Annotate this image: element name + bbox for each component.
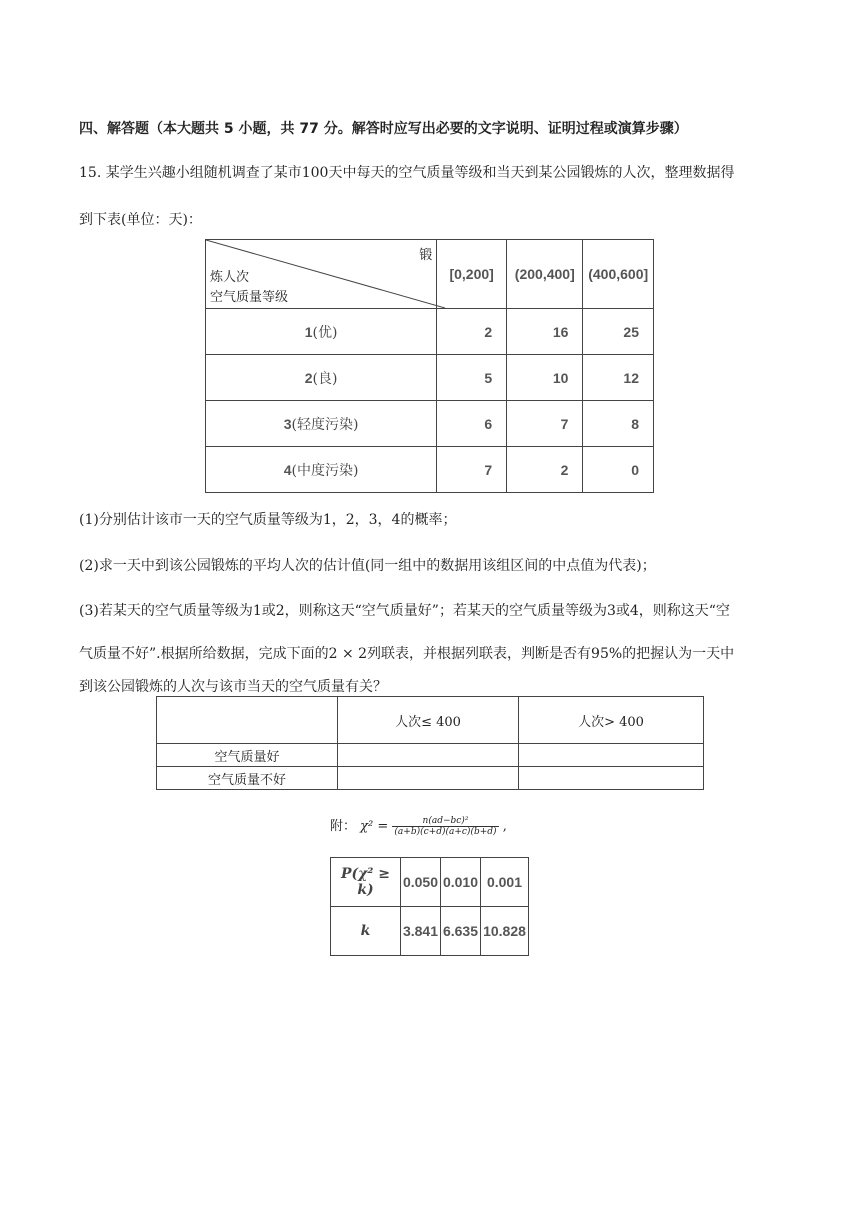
contingency-header-row — [157, 697, 704, 744]
question-3-line2: 气质量不好”.根据所给数据，完成下面的2 × 2列联表，并根据列联表，判断是否有95%的把握认为一天中 — [79, 646, 735, 662]
chi-square-formula — [330, 815, 507, 837]
row-label: 空气质量不好 — [157, 767, 338, 790]
table-cell: 25 — [583, 309, 654, 355]
corner-top-right: 锻 — [419, 248, 433, 263]
table-cell: 0.010 — [441, 858, 481, 907]
table-cell: 12 — [583, 355, 654, 401]
contingency-header: 人次> 400 — [519, 697, 704, 744]
row-label: 1(优) — [206, 309, 437, 355]
table-row — [157, 767, 704, 790]
formula-numerator: n(ad−bc)² — [392, 816, 498, 827]
row-label: 4(中度污染) — [206, 447, 437, 493]
row-label: 空气质量好 — [157, 744, 338, 767]
contingency-table — [156, 696, 704, 790]
section-heading: 四、解答题（本大题共 5 小题，共 77 分。解答时应写出必要的文字说明、证明过程或演算步骤） — [79, 121, 688, 137]
table-cell: 3.841 — [401, 907, 441, 956]
column-header: [0,200] — [437, 240, 507, 309]
table-row — [331, 907, 529, 956]
question-1: (1)分别估计该市一天的空气质量等级为1，2，3，4的概率； — [79, 512, 457, 528]
table-cell[interactable] — [519, 767, 704, 790]
row-label: 2(良) — [206, 355, 437, 401]
formula-prefix: 附： — [330, 819, 357, 834]
critical-values-table — [330, 857, 529, 956]
table-row — [206, 355, 654, 401]
table-cell: 2 — [437, 309, 507, 355]
table-cell: 6.635 — [441, 907, 481, 956]
table-cell: 2 — [507, 447, 583, 493]
table-row — [206, 401, 654, 447]
formula-fraction — [392, 816, 498, 837]
table-cell: 7 — [507, 401, 583, 447]
table-cell: 10.828 — [481, 907, 529, 956]
question-2: (2)求一天中到该公园锻炼的平均人次的估计值(同一组中的数据用该组区间的中点值为代表)； — [79, 558, 656, 574]
question-3-line1: (3)若某天的空气质量等级为1或2，则称这天“空气质量好”；若某天的空气质量等级为3或4，则称这天“空 — [79, 603, 730, 619]
table-cell: 8 — [583, 401, 654, 447]
table-cell[interactable] — [519, 744, 704, 767]
row-label: 3(轻度污染) — [206, 401, 437, 447]
question-3-line3: 到该公园锻炼的人次与该市当天的空气质量有关？ — [79, 679, 387, 695]
table-cell: 7 — [437, 447, 507, 493]
table-row — [157, 744, 704, 767]
k-label: k — [331, 907, 401, 956]
problem-intro-line1 — [79, 162, 734, 182]
table-cell: 0 — [583, 447, 654, 493]
contingency-corner — [157, 697, 338, 744]
problem-intro-line2: 到下表(单位：天)： — [79, 212, 202, 228]
diagonal-header-cell — [206, 240, 437, 309]
contingency-header: 人次≤ 400 — [338, 697, 519, 744]
formula-denominator: (a+b)(c+d)(a+c)(b+d) — [394, 827, 497, 837]
table-row — [331, 858, 529, 907]
corner-bottom: 空气质量等级 — [210, 290, 289, 305]
column-header: (400,600] — [583, 240, 654, 309]
table-row — [206, 447, 654, 493]
table-cell: 5 — [437, 355, 507, 401]
p-label: P(χ² ≥ k) — [331, 858, 401, 907]
data-table — [205, 239, 654, 493]
table-cell[interactable] — [338, 744, 519, 767]
formula-suffix: , — [502, 819, 507, 834]
table-cell: 0.050 — [401, 858, 441, 907]
problem-number: 15. — [79, 165, 102, 181]
table-cell: 6 — [437, 401, 507, 447]
column-header: (200,400] — [507, 240, 583, 309]
table-row — [206, 309, 654, 355]
table-cell: 0.001 — [481, 858, 529, 907]
table-cell: 16 — [507, 309, 583, 355]
table-cell[interactable] — [338, 767, 519, 790]
formula-lhs: χ² = — [360, 819, 389, 834]
table-cell: 10 — [507, 355, 583, 401]
problem-text-line1: 某学生兴趣小组随机调查了某市100天中每天的空气质量等级和当天到某公园锻炼的人次，整理数据得 — [105, 165, 735, 181]
data-table-header-row — [206, 240, 654, 309]
corner-middle: 炼人次 — [210, 270, 250, 285]
